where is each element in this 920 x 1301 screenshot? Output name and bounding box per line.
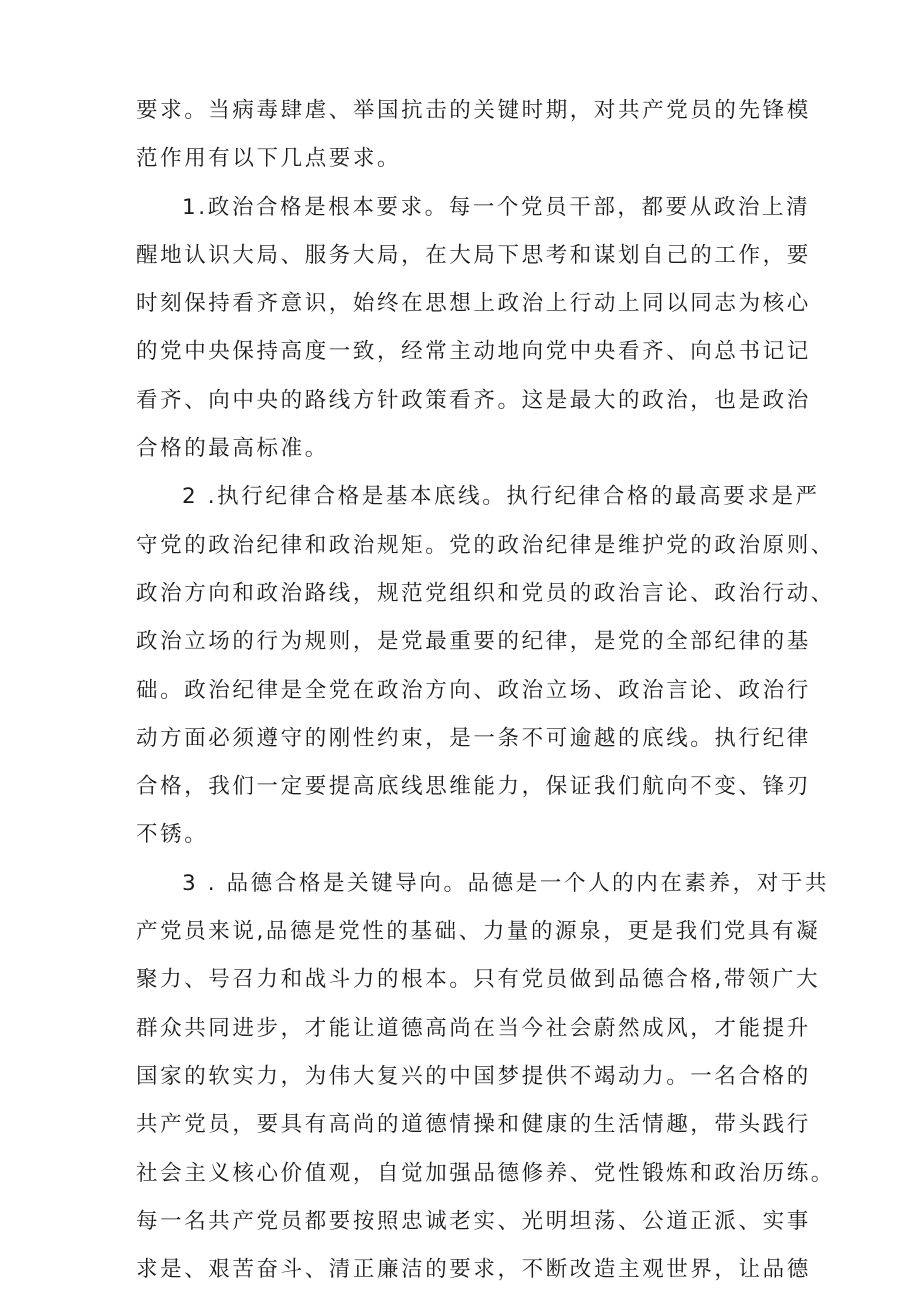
paragraph-line: 群众共同进步，才能让道德高尚在当今社会蔚然成风，才能提升 [136,1015,811,1041]
paragraph-line: 不锈。 [136,822,209,848]
paragraph-line: 聚力、号召力和战斗力的根本。只有党员做到品德合格,带领广大 [136,967,821,993]
paragraph-line: 动方面必须遵守的刚性约束，是一条不可逾越的底线。执行纪律 [136,725,811,751]
paragraph-line: 求是、艰苦奋斗、清正廉洁的要求，不断改造主观世界，让品德 [136,1257,811,1283]
paragraph-line: 合格，我们一定要提高底线思维能力，保证我们航向不变、锋刃 [136,774,811,800]
paragraph-line: 础。政治纪律是全党在政治方向、政治立场、政治言论、政治行 [136,677,811,703]
paragraph-line: 看齐、向中央的路线方针政策看齐。这是最大的政治，也是政治 [136,387,811,413]
paragraph-line: 每一名共产党员都要按照忠诚老实、光明坦荡、公道正派、实事 [136,1208,811,1234]
paragraph-line: 守党的政治纪律和政治规矩。党的政治纪律是维护党的政治原则、 [136,532,835,558]
paragraph-line: 醒地认识大局、服务大局，在大局下思考和谋划自己的工作，要 [136,242,811,268]
section-2-heading-line: 2 .执行纪律合格是基本底线。执行纪律合格的最高要求是严 [182,484,820,510]
section-3-heading-line: 3 . 品德合格是关键导向。品德是一个人的内在素养，对于共 [182,870,830,896]
paragraph-line: 要求。当病毒肆虐、举国抗击的关键时期，对共产党员的先锋模 [136,98,811,123]
paragraph-line: 共产党员，要具有高尚的道德情操和健康的生活情趣，带头践行 [136,1112,811,1138]
section-1-heading-line: 1.政治合格是根本要求。每一个党员干部，都要从政治上清 [182,194,811,220]
paragraph-line: 政治立场的行为规则，是党最重要的纪律，是党的全部纪律的基 [136,629,811,655]
paragraph-line: 范作用有以下几点要求。 [136,146,402,172]
paragraph-line: 时刻保持看齐意识，始终在思想上政治上行动上同以同志为核心 [136,291,811,317]
paragraph-line: 的党中央保持高度一致，经常主动地向党中央看齐、向总书记记 [136,339,811,365]
paragraph-line: 合格的最高标准。 [136,436,329,462]
body-text [136,87,835,1294]
paragraph-line: 产党员来说,品德是党性的基础、力量的源泉，更是我们党具有凝 [136,919,821,945]
paragraph-line: 政治方向和政治路线，规范党组织和党员的政治言论、政治行动、 [136,580,835,606]
paragraph-line: 国家的软实力，为伟大复兴的中国梦提供不竭动力。一名合格的 [136,1063,811,1089]
paragraph-line: 社会主义核心价值观，自觉加强品德修养、党性锻炼和政治历练。 [136,1160,835,1186]
